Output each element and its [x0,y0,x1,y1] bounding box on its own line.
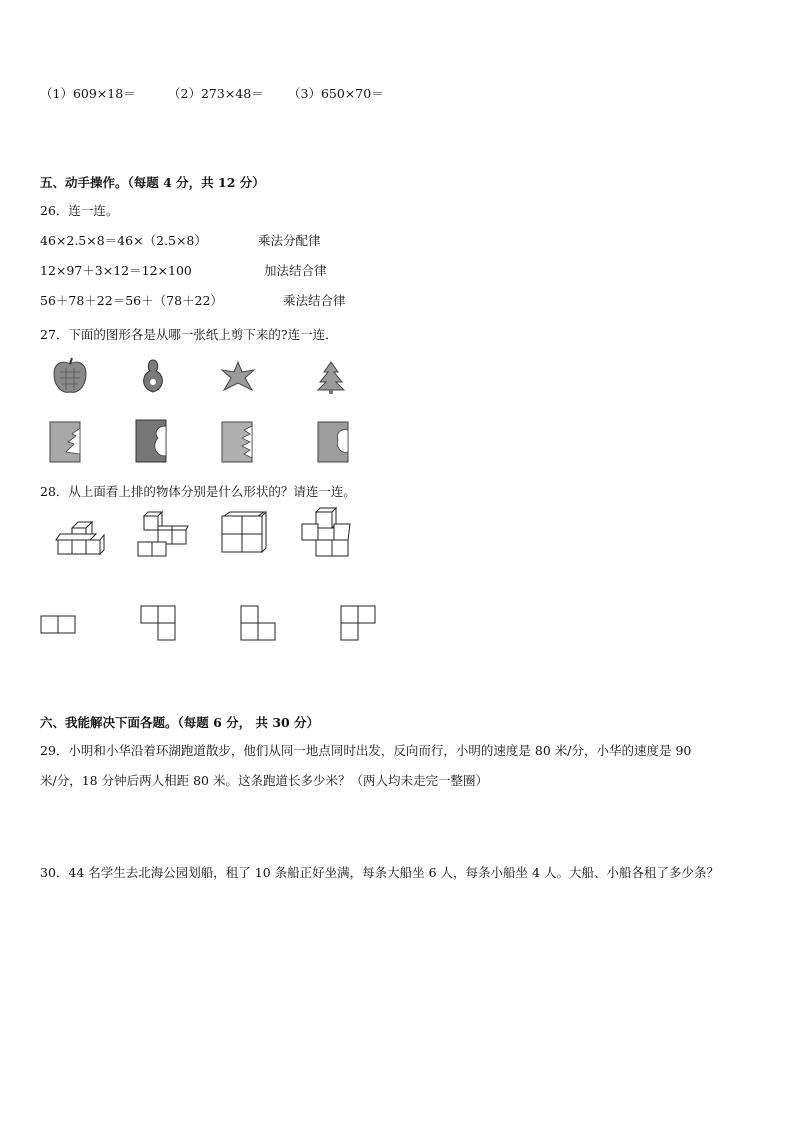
q26-law-2: 加法结合律 [264,263,327,278]
cube-stack-4-image [298,504,354,558]
q29-line-1: 29．小明和小华沿着环湖跑道散步，他们从同一地点同时出发，反向而行，小明的速度是 80 米/分，小华的速度是 90 [40,743,692,758]
q27-prompt: 27．下面的图形各是从哪一张纸上剪下来的?连一连． [40,327,338,342]
top-view-1-image [40,614,78,636]
cube-stack-1-image [56,518,106,556]
q26-law-3: 乘法结合律 [283,293,346,308]
q26-law-1: 乘法分配律 [258,233,321,248]
tree-shape-image [316,360,346,394]
calc-item-3: （3）650×70＝ [288,86,384,101]
paper-gourd-cut-image [134,418,168,464]
paper-tree-cut-image [48,420,82,464]
q26-expr-2: 12×97＋3×12＝12×100 [40,263,192,278]
calc-item-2: （2）273×48＝ [168,86,264,101]
paper-apple-cut-image [316,420,350,464]
q28-prompt: 28．从上面看上排的物体分别是什么形状的？请连一连。 [40,484,356,499]
section-6-heading: 六、我能解决下面各题。（每题 6 分， 共 30 分） [40,715,320,730]
top-view-2-image [140,604,178,644]
apple-shape-image [50,358,90,398]
q29-line-2: 米/分，18 分钟后两人相距 80 米。这条跑道长多少米？（两人均未走完一整圈） [40,773,488,788]
q26-expr-3: 56＋78＋22＝56＋（78＋22） [40,293,223,308]
top-view-3-image [240,604,278,644]
top-view-4-image [340,604,378,644]
q26-prompt: 26．连一连。 [40,203,119,218]
q26-expr-1: 46×2.5×8＝46×（2.5×8） [40,233,207,248]
gourd-shape-image [138,358,168,394]
flower-shape-image [220,360,256,392]
calc-item-1: （1）609×18＝ [40,86,136,101]
cube-stack-3-image [220,510,268,556]
q30-text: 30．44 名学生去北海公园划船，租了 10 条船正好坐满，每条大船坐 6 人，每条小船坐 4 人。大船、小船各租了多少条？ [40,865,719,880]
paper-flower-cut-image [220,420,254,464]
cube-stack-2-image [136,508,190,560]
section-5-heading: 五、动手操作。（每题 4 分，共 12 分） [40,175,265,190]
